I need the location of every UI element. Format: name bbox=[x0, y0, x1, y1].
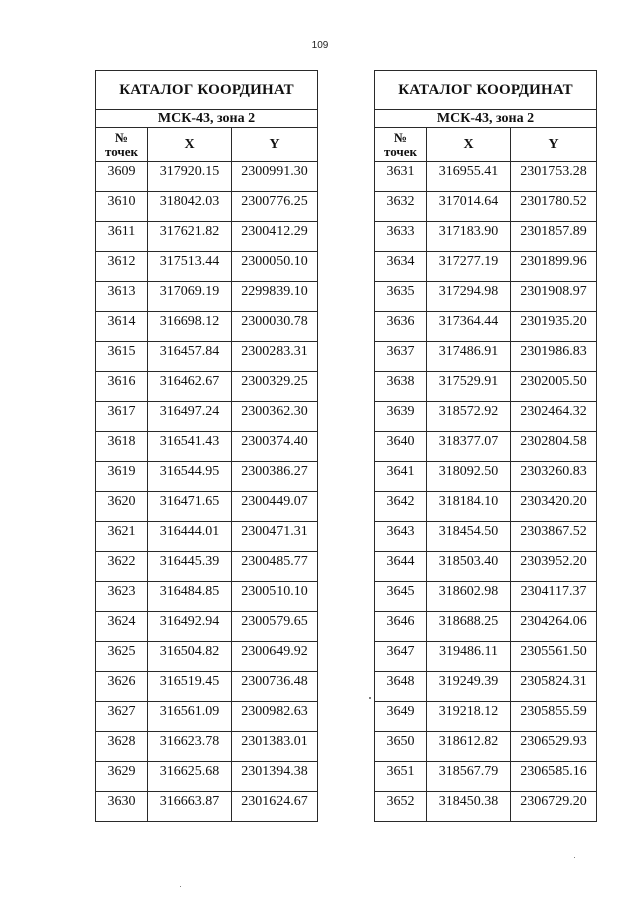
y-coordinate-cell: 2300982.63 bbox=[232, 702, 318, 732]
point-number-cell: 3651 bbox=[375, 762, 427, 792]
table-row bbox=[375, 222, 597, 252]
x-coordinate-cell: 316492.94 bbox=[148, 612, 232, 642]
x-coordinate-cell: 318042.03 bbox=[148, 192, 232, 222]
table-row bbox=[375, 732, 597, 762]
y-coordinate-cell: 2302804.58 bbox=[511, 432, 597, 462]
point-number-cell: 3639 bbox=[375, 402, 427, 432]
table-row bbox=[96, 612, 318, 642]
x-coordinate-cell: 316955.41 bbox=[427, 162, 511, 192]
table-row bbox=[375, 792, 597, 822]
y-coordinate-cell: 2300485.77 bbox=[232, 552, 318, 582]
y-coordinate-cell: 2301394.38 bbox=[232, 762, 318, 792]
x-coordinate-cell: 316698.12 bbox=[148, 312, 232, 342]
point-number-cell: 3649 bbox=[375, 702, 427, 732]
table-row bbox=[96, 402, 318, 432]
x-coordinate-cell: 317529.91 bbox=[427, 372, 511, 402]
y-coordinate-cell: 2300329.25 bbox=[232, 372, 318, 402]
point-number-cell: 3616 bbox=[96, 372, 148, 402]
x-coordinate-cell: 316484.85 bbox=[148, 582, 232, 612]
y-header: Y bbox=[511, 128, 597, 162]
x-coordinate-cell: 318503.40 bbox=[427, 552, 511, 582]
table-row bbox=[375, 552, 597, 582]
point-number-cell: 3625 bbox=[96, 642, 148, 672]
table-row bbox=[375, 372, 597, 402]
x-coordinate-cell: 317277.19 bbox=[427, 252, 511, 282]
x-coordinate-cell: 318454.50 bbox=[427, 522, 511, 552]
x-header: X bbox=[148, 128, 232, 162]
x-coordinate-cell: 316663.87 bbox=[148, 792, 232, 822]
x-coordinate-cell: 319486.11 bbox=[427, 642, 511, 672]
point-number-header bbox=[375, 128, 427, 162]
point-number-cell: 3609 bbox=[96, 162, 148, 192]
y-coordinate-cell: 2301624.67 bbox=[232, 792, 318, 822]
point-number-cell: 3633 bbox=[375, 222, 427, 252]
y-coordinate-cell: 2303952.20 bbox=[511, 552, 597, 582]
y-coordinate-cell: 2300471.31 bbox=[232, 522, 318, 552]
y-coordinate-cell: 2300736.48 bbox=[232, 672, 318, 702]
x-coordinate-cell: 318450.38 bbox=[427, 792, 511, 822]
table-row bbox=[96, 492, 318, 522]
scan-speck bbox=[574, 857, 575, 858]
point-number-cell: 3635 bbox=[375, 282, 427, 312]
points-label: точек bbox=[105, 143, 138, 159]
point-number-cell: 3632 bbox=[375, 192, 427, 222]
y-coordinate-cell: 2300030.78 bbox=[232, 312, 318, 342]
y-coordinate-cell: 2301986.83 bbox=[511, 342, 597, 372]
y-coordinate-cell: 2306585.16 bbox=[511, 762, 597, 792]
point-number-cell: 3617 bbox=[96, 402, 148, 432]
table-row bbox=[96, 762, 318, 792]
table-row bbox=[96, 252, 318, 282]
point-number-cell: 3622 bbox=[96, 552, 148, 582]
x-coordinate-cell: 316445.39 bbox=[148, 552, 232, 582]
table-row bbox=[96, 732, 318, 762]
point-number-cell: 3624 bbox=[96, 612, 148, 642]
y-coordinate-cell: 2301908.97 bbox=[511, 282, 597, 312]
table-row bbox=[375, 252, 597, 282]
x-coordinate-cell: 319249.39 bbox=[427, 672, 511, 702]
table-row bbox=[375, 162, 597, 192]
x-coordinate-cell: 318377.07 bbox=[427, 432, 511, 462]
point-number-cell: 3652 bbox=[375, 792, 427, 822]
point-number-cell: 3644 bbox=[375, 552, 427, 582]
point-number-header bbox=[96, 128, 148, 162]
y-coordinate-cell: 2301753.28 bbox=[511, 162, 597, 192]
table-row bbox=[96, 282, 318, 312]
point-number-cell: 3613 bbox=[96, 282, 148, 312]
point-number-cell: 3627 bbox=[96, 702, 148, 732]
x-coordinate-cell: 318092.50 bbox=[427, 462, 511, 492]
point-number-cell: 3650 bbox=[375, 732, 427, 762]
x-coordinate-cell: 317294.98 bbox=[427, 282, 511, 312]
y-coordinate-cell: 2300449.07 bbox=[232, 492, 318, 522]
x-coordinate-cell: 317183.90 bbox=[427, 222, 511, 252]
y-coordinate-cell: 2300283.31 bbox=[232, 342, 318, 372]
x-coordinate-cell: 316561.09 bbox=[148, 702, 232, 732]
table-row bbox=[96, 702, 318, 732]
point-number-cell: 3630 bbox=[96, 792, 148, 822]
x-coordinate-cell: 318602.98 bbox=[427, 582, 511, 612]
y-coordinate-cell: 2304264.06 bbox=[511, 612, 597, 642]
y-coordinate-cell: 2304117.37 bbox=[511, 582, 597, 612]
table-row bbox=[375, 402, 597, 432]
y-coordinate-cell: 2301780.52 bbox=[511, 192, 597, 222]
table-row bbox=[96, 192, 318, 222]
point-number-cell: 3614 bbox=[96, 312, 148, 342]
x-coordinate-cell: 316471.65 bbox=[148, 492, 232, 522]
x-coordinate-cell: 317014.64 bbox=[427, 192, 511, 222]
y-coordinate-cell: 2305824.31 bbox=[511, 672, 597, 702]
table-row bbox=[96, 552, 318, 582]
y-coordinate-cell: 2300649.92 bbox=[232, 642, 318, 672]
table-row bbox=[375, 342, 597, 372]
scan-speck bbox=[369, 697, 371, 699]
y-coordinate-cell: 2301899.96 bbox=[511, 252, 597, 282]
y-coordinate-cell: 2301935.20 bbox=[511, 312, 597, 342]
point-number-cell: 3643 bbox=[375, 522, 427, 552]
x-coordinate-cell: 317486.91 bbox=[427, 342, 511, 372]
point-number-cell: 3642 bbox=[375, 492, 427, 522]
table-row bbox=[96, 522, 318, 552]
x-coordinate-cell: 317920.15 bbox=[148, 162, 232, 192]
table-row bbox=[375, 762, 597, 792]
y-coordinate-cell: 2300374.40 bbox=[232, 432, 318, 462]
x-coordinate-cell: 318688.25 bbox=[427, 612, 511, 642]
point-number-cell: 3646 bbox=[375, 612, 427, 642]
point-number-cell: 3618 bbox=[96, 432, 148, 462]
point-number-cell: 3634 bbox=[375, 252, 427, 282]
table-row bbox=[96, 222, 318, 252]
table-row bbox=[375, 282, 597, 312]
point-number-cell: 3612 bbox=[96, 252, 148, 282]
catalog-title: КАТАЛОГ КООРДИНАТ bbox=[96, 71, 318, 110]
catalog-title: КАТАЛОГ КООРДИНАТ bbox=[375, 71, 597, 110]
page-number: 109 bbox=[311, 40, 329, 51]
y-coordinate-cell: 2301857.89 bbox=[511, 222, 597, 252]
x-coordinate-cell: 316462.67 bbox=[148, 372, 232, 402]
point-number-cell: 3620 bbox=[96, 492, 148, 522]
table-row bbox=[375, 492, 597, 522]
y-coordinate-cell: 2300776.25 bbox=[232, 192, 318, 222]
y-coordinate-cell: 2300050.10 bbox=[232, 252, 318, 282]
y-coordinate-cell: 2306529.93 bbox=[511, 732, 597, 762]
y-coordinate-cell: 2300386.27 bbox=[232, 462, 318, 492]
point-number-cell: 3636 bbox=[375, 312, 427, 342]
x-coordinate-cell: 316623.78 bbox=[148, 732, 232, 762]
point-number-cell: 3641 bbox=[375, 462, 427, 492]
point-number-cell: 3623 bbox=[96, 582, 148, 612]
x-coordinate-cell: 317621.82 bbox=[148, 222, 232, 252]
x-coordinate-cell: 318612.82 bbox=[427, 732, 511, 762]
y-coordinate-cell: 2301383.01 bbox=[232, 732, 318, 762]
scan-speck bbox=[180, 886, 181, 887]
point-number-cell: 3629 bbox=[96, 762, 148, 792]
y-coordinate-cell: 2305855.59 bbox=[511, 702, 597, 732]
y-coordinate-cell: 2306729.20 bbox=[511, 792, 597, 822]
x-coordinate-cell: 316444.01 bbox=[148, 522, 232, 552]
y-coordinate-cell: 2300510.10 bbox=[232, 582, 318, 612]
x-coordinate-cell: 317069.19 bbox=[148, 282, 232, 312]
point-number-cell: 3610 bbox=[96, 192, 148, 222]
x-coordinate-cell: 316504.82 bbox=[148, 642, 232, 672]
table-row bbox=[375, 522, 597, 552]
x-coordinate-cell: 316519.45 bbox=[148, 672, 232, 702]
x-coordinate-cell: 316457.84 bbox=[148, 342, 232, 372]
coordinate-system-label: МСК-43, зона 2 bbox=[375, 110, 597, 128]
point-number-cell: 3648 bbox=[375, 672, 427, 702]
table-row bbox=[96, 312, 318, 342]
table-row bbox=[96, 462, 318, 492]
y-coordinate-cell: 2299839.10 bbox=[232, 282, 318, 312]
table-row bbox=[96, 162, 318, 192]
point-number-cell: 3631 bbox=[375, 162, 427, 192]
point-number-cell: 3647 bbox=[375, 642, 427, 672]
table-row bbox=[375, 702, 597, 732]
x-coordinate-cell: 318572.92 bbox=[427, 402, 511, 432]
x-coordinate-cell: 317364.44 bbox=[427, 312, 511, 342]
table-row bbox=[96, 372, 318, 402]
x-coordinate-cell: 319218.12 bbox=[427, 702, 511, 732]
x-coordinate-cell: 317513.44 bbox=[148, 252, 232, 282]
table-row bbox=[96, 342, 318, 372]
y-coordinate-cell: 2303420.20 bbox=[511, 492, 597, 522]
table-row bbox=[96, 642, 318, 672]
coordinate-catalog-table-right bbox=[374, 70, 597, 822]
table-row bbox=[375, 312, 597, 342]
table-row bbox=[375, 582, 597, 612]
point-number-cell: 3619 bbox=[96, 462, 148, 492]
table-row bbox=[375, 192, 597, 222]
point-number-cell: 3645 bbox=[375, 582, 427, 612]
y-coordinate-cell: 2303867.52 bbox=[511, 522, 597, 552]
table-row bbox=[96, 582, 318, 612]
y-coordinate-cell: 2302464.32 bbox=[511, 402, 597, 432]
point-number-cell: 3626 bbox=[96, 672, 148, 702]
table-row bbox=[375, 672, 597, 702]
point-number-cell: 3637 bbox=[375, 342, 427, 372]
point-number-cell: 3611 bbox=[96, 222, 148, 252]
coordinate-system-label: МСК-43, зона 2 bbox=[96, 110, 318, 128]
x-coordinate-cell: 316541.43 bbox=[148, 432, 232, 462]
points-label: точек bbox=[384, 143, 417, 159]
table-row bbox=[96, 432, 318, 462]
point-number-cell: 3615 bbox=[96, 342, 148, 372]
y-coordinate-cell: 2302005.50 bbox=[511, 372, 597, 402]
coordinate-catalog-table-left bbox=[95, 70, 318, 822]
table-row bbox=[96, 792, 318, 822]
number-sign: № bbox=[114, 129, 129, 145]
table-row bbox=[375, 612, 597, 642]
table-row bbox=[96, 672, 318, 702]
y-header: Y bbox=[232, 128, 318, 162]
y-coordinate-cell: 2300362.30 bbox=[232, 402, 318, 432]
x-coordinate-cell: 318567.79 bbox=[427, 762, 511, 792]
y-coordinate-cell: 2300412.29 bbox=[232, 222, 318, 252]
point-number-cell: 3638 bbox=[375, 372, 427, 402]
point-number-cell: 3640 bbox=[375, 432, 427, 462]
point-number-cell: 3621 bbox=[96, 522, 148, 552]
point-number-cell: 3628 bbox=[96, 732, 148, 762]
x-header: X bbox=[427, 128, 511, 162]
x-coordinate-cell: 316544.95 bbox=[148, 462, 232, 492]
y-coordinate-cell: 2305561.50 bbox=[511, 642, 597, 672]
y-coordinate-cell: 2303260.83 bbox=[511, 462, 597, 492]
x-coordinate-cell: 318184.10 bbox=[427, 492, 511, 522]
y-coordinate-cell: 2300991.30 bbox=[232, 162, 318, 192]
table-row bbox=[375, 462, 597, 492]
table-row bbox=[375, 432, 597, 462]
table-row bbox=[375, 642, 597, 672]
y-coordinate-cell: 2300579.65 bbox=[232, 612, 318, 642]
number-sign: № bbox=[393, 129, 408, 145]
x-coordinate-cell: 316497.24 bbox=[148, 402, 232, 432]
x-coordinate-cell: 316625.68 bbox=[148, 762, 232, 792]
